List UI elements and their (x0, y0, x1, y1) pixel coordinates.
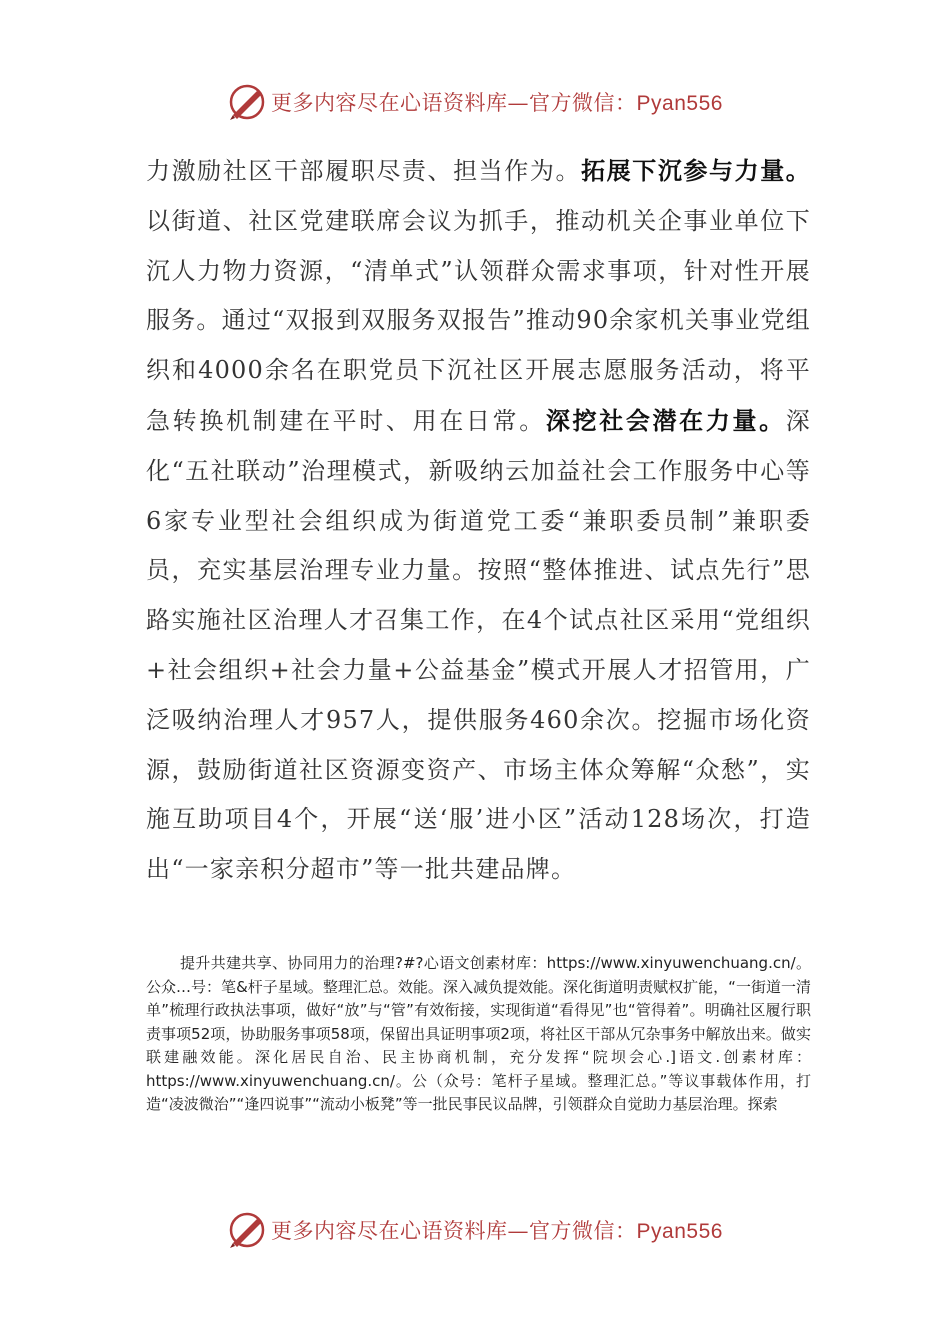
bold-heading: 深挖社会潜在力量。 (545, 405, 786, 435)
text-segment: 深化“五社联动”治理模式，新吸纳云加益社会工作服务中心等6家专业型社会组织成为街道党工委“兼职委员制”兼职委员，充实基层治理专业力量。按照“整体推进、试点先行”思路实施社区治理人才召集工作，在4个试点社区采用“党组织+社会组织+社会力量+公益基金”模式开展人才招管用，广泛吸纳治理人才957人，提供服务460余次。挖掘市场化资源，鼓励街道社区资源变资产、市场主体众筹解“众愁”，实施互助项目4个，开展“送‘服’进小区”活动128场次，打造出“一家亲积分超市”等一批共建品牌。 (146, 406, 811, 884)
bold-heading: 拓展下沉参与力量。 (581, 156, 811, 185)
header-banner-text: 更多内容尽在心语资料库—官方微信： (271, 91, 637, 115)
pen-logo-icon (227, 82, 267, 122)
footer-wechat-id: Pyan556 (636, 1220, 723, 1243)
footer-banner-text: 更多内容尽在心语资料库—官方微信： (271, 1219, 637, 1243)
header-wechat-id: Pyan556 (636, 92, 723, 115)
small-paragraph: 提升共建共享、协同用力的治理?#?心语文创素材库：https://www.xinyuwenchuang.cn/。公众…号：笔&杆子星域。整理汇总。效能。深入减负提效能。深化街道明责赋权扩能，“一街道一清单”梳理行政执法事项，做好“放”与“管”有效衔接，实现街道“看得见”也“管得着”。明确社区履行职责事项52项，协助服务事项58项，保留出具证明事项2项，将社区干部从冗杂事务中解放出来。做实联建融效能。深化居民自治、民主协商机制，充分发挥“院坝会心.]语文.创素材库：https://www.xinyuwenchuang.cn/。公（众号：笔杆子星域。整理汇总。”等议事载体作用，打造“凌波微治”“逢四说事”“流动小板凳”等一批民事民议品牌，引领群众自觉助力基层治理。探索 (146, 954, 811, 1113)
text-segment: 力激励社区干部履职尽责、担当作为。 (146, 157, 582, 185)
header-banner (0, 80, 950, 124)
text-segment: 以街道、社区党建联席会议为抓手，推动机关企事业单位下沉人力物力资源，“清单式”认领群众需求事项，针对性开展服务。通过“双报到双服务双报告”推动90余家机关事业党组织和4000余名在职党员下沉社区开展志愿服务活动，将平急转换机制建在平时、用在日常。 (146, 206, 811, 435)
footer-banner (0, 1208, 950, 1252)
pen-logo-icon (227, 1210, 267, 1250)
main-paragraph (146, 146, 811, 895)
